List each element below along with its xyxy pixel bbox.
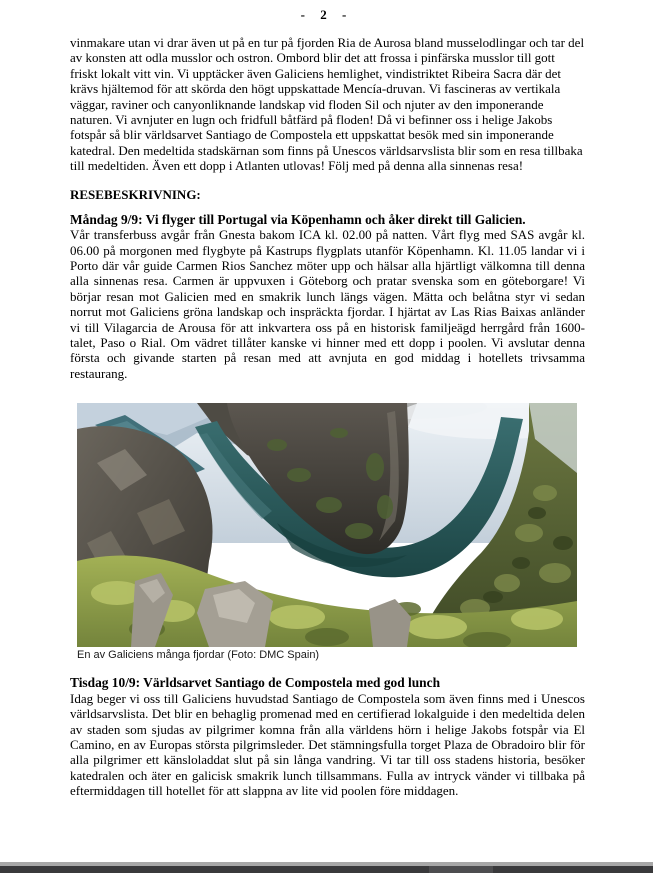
day-heading-tuesday: Tisdag 10/9: Världsarvet Santiago de Compostela med god lunch [70, 675, 441, 691]
day-paragraph-tuesday: Idag beger vi oss till Galiciens huvudstad Santiago de Compostela som även finns med i Unescos världsarvslista. Det blir en behaglig promenad med en certifierad lokalguide i den medeltida delen av staden som sjudas av pilgrimer komna från alla världens hörn i helige Jakobs fotspår via El Camino, en av Europas största pilgrimsleder. Det stämningsfulla torget Plaza de Obradoiro blir för alla pilgrimer ett känsloladdat slut på sin långa vandring. Vi tar till oss stadens historia, besöker katedralen och äter en galicisk smakrik lunch tillsammans. Fulla av intryck vänder vi tillbaka på eftermiddagen till hotellet för att slappna av lite vid poolen före middagen. [70, 690, 585, 799]
day-heading-monday: Måndag 9/9: Vi flyger till Portugal via Köpenhamn och åker direkt till Galicien. [70, 211, 526, 227]
photo-figure [77, 403, 577, 662]
taskbar-item[interactable] [429, 866, 493, 873]
taskbar[interactable] [0, 866, 653, 873]
intro-paragraph: vinmakare utan vi drar även ut på en tur på fjorden Ria de Aurosa bland musselodlingar och tar del av konsten att odla musslor och ostron. Ombord blir det att frossa i pinfärska musslor till gott friskt lokalt vitt vin. Vi upptäcker även Galiciens hemlighet, vindistriktet Ribeira Sacra där det krävs hjältemod för att skörda den högt uppskattade Mencía-druvan. Vi fascineras av vertikala väggar, raviner och canyonliknande landskap vid floden Sil och njuter av den imponerande naturen. Vi avnjuter en lugn och fridfull båtfärd på floden! Då vi befinner oss i helige Jakobs fotspår så blir världsarvet Santiago de Compostela ett uppskattat besök med sin imponerande katedral. Den medeltida stadskärnan som finns på Unescos världsarvslista blir som en resa tillbaka till medeltiden. Även ett dopp i Atlanten utlovas! Följ med på denna alla sinnenas resa! [70, 35, 585, 174]
day-paragraph-monday: Vår transferbuss avgår från Gnesta bakom ICA kl. 02.00 på natten. Vårt flyg med SAS avgår kl. 06.00 på morgonen med flygbyte på Kastrups flygplats utanför Köpenhamn. Kl. 11.05 landar vi i Porto där vår guide Carmen Rios Sanchez möter upp och hälsar alla hjärtligt välkomna till denna alla sinnenas resa. Carmen är uppvuxen i Göteborg och pratar svenska som en göteborgare! Vi börjar resan mot Galicien med en smakrik lunch längs vägen. Mätta och belåtna styr vi sedan norrut mot Galiciens gröna landskap och inspräckta fjordar. I hjärtat av Las Rias Baixas anländer vi till Vilagarcia de Arousa för att inkvartera oss på en historisk familjeägd herrgård från 1600-talet, Paso o Rial. Om vädret tillåter kanske vi hinner med ett dopp i poolen. Vi avslutar denna första och givande starten på resan med att avnjuta en god middag i hotellets trivsamma restaurang. [70, 227, 585, 381]
photo-caption: En av Galiciens många fjordar (Foto: DMC Spain) [77, 649, 320, 662]
section-heading: RESEBESKRIVNING: [70, 186, 201, 202]
canyon-photo [77, 403, 577, 647]
text-column [70, 35, 585, 799]
page-number: - 2 - [300, 7, 353, 22]
